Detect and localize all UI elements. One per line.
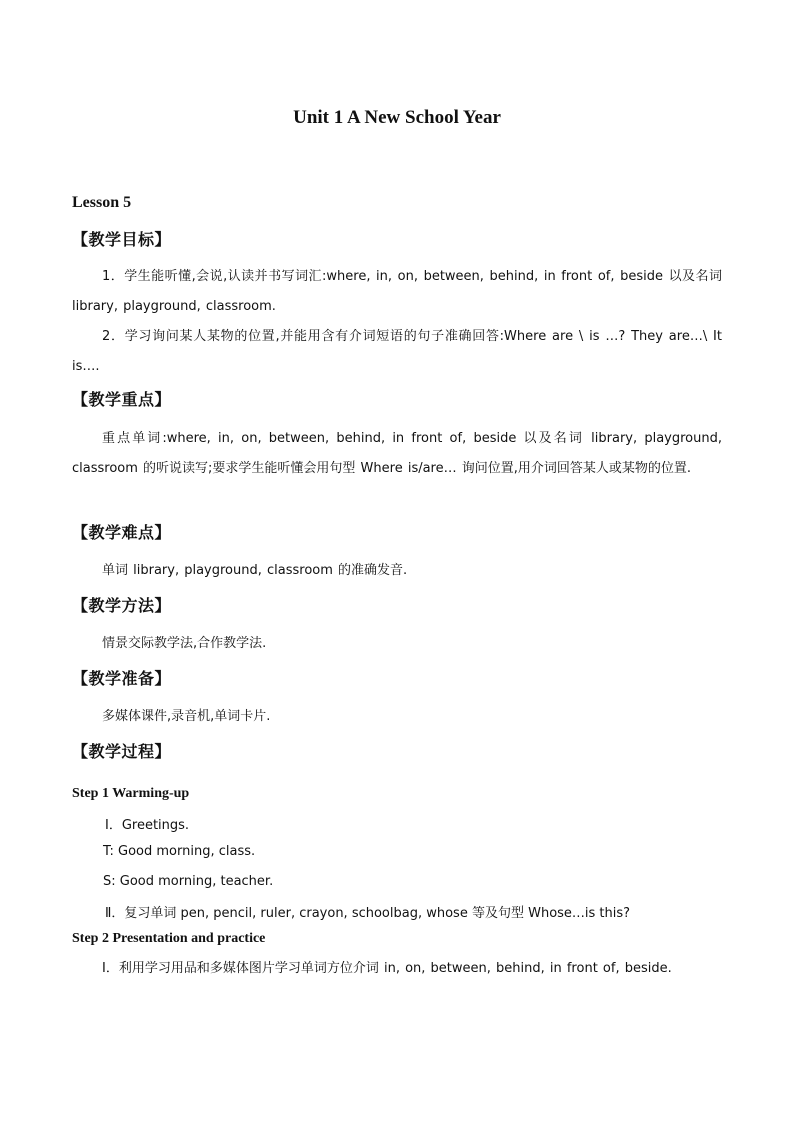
objectives-paragraph-1: 1．学生能听懂,会说,认读并书写词汇:where, in, on, between, behind, in front of, beside 以及名词 library, playground, classroom.: [72, 269, 722, 314]
step-1-line-3: S: Good morning, teacher.: [103, 874, 274, 889]
step-1-line-1: Ⅰ．Greetings.: [105, 818, 190, 833]
document-title: Unit 1 A New School Year: [293, 107, 501, 128]
difficulties-paragraph: 单词 library, playground, classroom 的准确发音.: [102, 563, 408, 578]
heading-objectives: 【教学目标】: [72, 230, 172, 249]
step-1-line-4: Ⅱ．复习单词 pen, pencil, ruler, crayon, schoolbag, whose 等及句型 Whose…is this?: [105, 906, 631, 921]
methods-paragraph: 情景交际教学法,合作教学法.: [102, 636, 267, 651]
step-1-title: Step 1 Warming-up: [72, 786, 190, 801]
preparation-paragraph: 多媒体课件,录音机,单词卡片.: [102, 709, 271, 724]
heading-difficulties: 【教学难点】: [72, 523, 172, 542]
heading-preparation: 【教学准备】: [72, 669, 172, 688]
heading-key-points: 【教学重点】: [72, 390, 172, 409]
objectives-paragraph-2: 2．学习询问某人某物的位置,并能用含有介词短语的句子准确回答:Where are \ is …? They are…\ It is….: [72, 329, 722, 374]
lesson-label: Lesson 5: [72, 194, 132, 211]
step-1-line-2: T: Good morning, class.: [103, 844, 256, 859]
step-2-line-1: Ⅰ．利用学习用品和多媒体图片学习单词方位介词 in, on, between, behind, in front of, beside.: [102, 961, 672, 976]
heading-process: 【教学过程】: [72, 742, 172, 761]
key-points-paragraph: 重点单词:where, in, on, between, behind, in front of, beside 以及名词 library, playground, classroom 的听说读写;要求学生能听懂会用句型 Where is/are… 询问位置,用介词回答某人或某物的位置.: [72, 431, 722, 476]
step-2-title: Step 2 Presentation and practice: [72, 931, 266, 946]
heading-methods: 【教学方法】: [72, 596, 172, 615]
